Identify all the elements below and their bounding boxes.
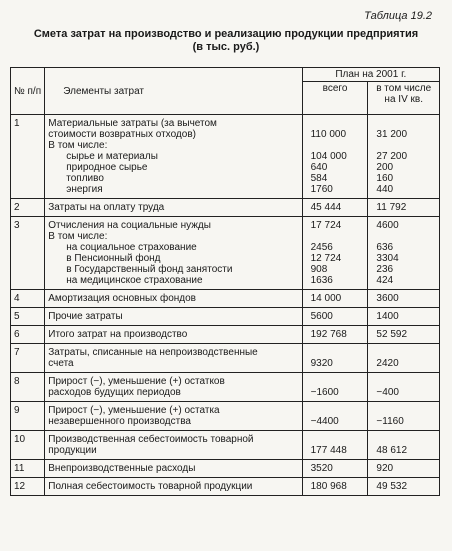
element-label: стоимости возвратных отходов) <box>48 129 196 140</box>
sub-element-label: топливо <box>66 173 104 184</box>
q4-value <box>376 347 436 358</box>
q4-value <box>376 118 436 129</box>
plan-q4 <box>368 460 440 478</box>
plan-q4 <box>368 402 440 431</box>
element-label: Полная себестоимость товарной продукции <box>48 481 253 492</box>
q4-value: 49 532 <box>376 481 408 492</box>
total-value: 177 448 <box>310 445 347 456</box>
total-value: 1760 <box>310 184 333 195</box>
element-label: Прирост (−), уменьшение (+) остатка <box>48 405 220 416</box>
total-value <box>311 434 365 445</box>
row-number: 11 <box>11 460 45 478</box>
q4-value <box>376 140 436 151</box>
plan-q4 <box>368 344 440 373</box>
q4-value <box>376 434 436 445</box>
plan-q4 <box>368 115 440 199</box>
q4-value: 200 <box>376 162 394 173</box>
cost-element <box>45 344 302 373</box>
element-label: Производственная себестоимость товарной <box>48 434 254 445</box>
plan-total <box>302 308 368 326</box>
cost-element <box>45 326 302 344</box>
total-value <box>311 347 365 358</box>
plan-total <box>302 402 368 431</box>
q4-value <box>376 376 436 387</box>
total-value: 104 000 <box>310 151 347 162</box>
cost-element <box>45 402 302 431</box>
q4-value: 11 792 <box>376 202 407 213</box>
row-number: 7 <box>11 344 45 373</box>
total-value: 3520 <box>310 463 333 474</box>
total-value: 5600 <box>310 311 333 322</box>
row-number: 8 <box>11 373 45 402</box>
total-value: −1600 <box>310 387 339 398</box>
total-value: 640 <box>310 162 328 173</box>
total-value <box>311 118 365 129</box>
total-value <box>311 140 365 151</box>
sub-element-label: природное сырье <box>66 162 148 173</box>
sub-element-label: сырье и материалы <box>66 151 158 162</box>
table-row <box>11 308 440 326</box>
plan-q4 <box>368 373 440 402</box>
cost-element <box>45 478 302 496</box>
cost-element <box>45 199 302 217</box>
cost-element <box>45 460 302 478</box>
row-number: 3 <box>11 217 45 290</box>
cost-element <box>45 217 302 290</box>
header-plan: План на 2001 г. <box>302 68 439 82</box>
q4-value: 424 <box>376 275 394 286</box>
table-row <box>11 290 440 308</box>
sub-element-label: в Пенсионный фонд <box>66 253 161 264</box>
plan-total <box>302 344 368 373</box>
table-number: Таблица 19.2 <box>364 10 432 22</box>
q4-value: 440 <box>376 184 394 195</box>
plan-total <box>302 115 368 199</box>
q4-value: 160 <box>376 173 394 184</box>
q4-value: 27 200 <box>376 151 408 162</box>
table-row <box>11 402 440 431</box>
header-total: всего <box>302 82 368 115</box>
cost-estimate-table <box>10 67 440 496</box>
row-number: 2 <box>11 199 45 217</box>
q4-value: 31 200 <box>376 129 408 140</box>
row-number: 1 <box>11 115 45 199</box>
row-number: 9 <box>11 402 45 431</box>
row-number: 12 <box>11 478 45 496</box>
element-label: Материальные затраты (за вычетом <box>48 118 217 129</box>
q4-value: 4600 <box>376 220 399 231</box>
cost-element <box>45 431 302 460</box>
total-value: 9320 <box>310 358 333 369</box>
table-row <box>11 373 440 402</box>
total-value: 192 768 <box>310 329 347 340</box>
q4-value: 2420 <box>376 358 399 369</box>
q4-value: 3600 <box>376 293 399 304</box>
title-line-1: Смета затрат на производство и реализацию продукции предприятия <box>33 28 419 40</box>
plan-total <box>302 326 368 344</box>
total-value: 1636 <box>310 275 333 286</box>
table-row <box>11 431 440 460</box>
element-label: Отчисления на социальные нужды <box>48 220 211 231</box>
total-value <box>311 231 365 242</box>
cost-element <box>45 308 302 326</box>
cost-element <box>45 290 302 308</box>
table-row <box>11 199 440 217</box>
plan-total <box>302 478 368 496</box>
element-label: В том числе: <box>48 140 108 151</box>
header-num: № п/п <box>11 68 45 115</box>
plan-total <box>302 217 368 290</box>
element-label: продукции <box>48 445 97 456</box>
row-number: 6 <box>11 326 45 344</box>
element-label: Прочие затраты <box>48 311 123 322</box>
row-number: 4 <box>11 290 45 308</box>
element-label: расходов будущих периодов <box>48 387 181 398</box>
row-number: 5 <box>11 308 45 326</box>
total-value <box>311 405 365 416</box>
element-label: Затраты на оплату труда <box>48 202 165 213</box>
table-row <box>11 217 440 290</box>
plan-total <box>302 290 368 308</box>
sub-element-label: на социальное страхование <box>66 242 197 253</box>
total-value: 45 444 <box>310 202 342 213</box>
cost-element <box>45 373 302 402</box>
element-label: Внепроизводственные расходы <box>48 463 196 474</box>
q4-value: 48 612 <box>376 445 408 456</box>
plan-total <box>302 199 368 217</box>
element-label: Прирост (−), уменьшение (+) остатков <box>48 376 225 387</box>
total-value: 14 000 <box>310 293 342 304</box>
plan-q4 <box>368 290 440 308</box>
element-label: В том числе: <box>48 231 108 242</box>
q4-value: 920 <box>376 463 394 474</box>
title-line-2: (в тыс. руб.) <box>192 41 260 53</box>
plan-q4 <box>368 431 440 460</box>
table-row <box>11 115 440 199</box>
plan-q4 <box>368 308 440 326</box>
q4-value: 236 <box>376 264 394 275</box>
header-elements: Элементы затрат <box>45 68 302 115</box>
plan-q4 <box>368 326 440 344</box>
header-q4: в том числе на IV кв. <box>368 82 440 115</box>
q4-value <box>376 405 436 416</box>
total-value: 180 968 <box>310 481 347 492</box>
total-value: −4400 <box>310 416 339 427</box>
plan-q4 <box>368 217 440 290</box>
total-value: 12 724 <box>310 253 342 264</box>
element-label: счета <box>48 358 74 369</box>
table-row <box>11 344 440 373</box>
cost-element <box>45 115 302 199</box>
total-value: 110 000 <box>310 129 347 140</box>
q4-value: 636 <box>376 242 394 253</box>
plan-total <box>302 373 368 402</box>
q4-value <box>376 231 436 242</box>
q4-value: 3304 <box>376 253 399 264</box>
element-label: Затраты, списанные на непроизводственные <box>48 347 258 358</box>
table-body <box>11 115 440 496</box>
total-value: 908 <box>310 264 328 275</box>
q4-value: 1400 <box>376 311 399 322</box>
element-label: незавершенного производства <box>48 416 191 427</box>
q4-value: −400 <box>376 387 399 398</box>
sub-element-label: на медицинское страхование <box>66 275 203 286</box>
q4-value: 52 592 <box>376 329 408 340</box>
element-label: Итого затрат на производство <box>48 329 188 340</box>
plan-total <box>302 431 368 460</box>
element-label: Амортизация основных фондов <box>48 293 196 304</box>
plan-q4 <box>368 199 440 217</box>
total-value: 2456 <box>310 242 333 253</box>
table-row <box>11 460 440 478</box>
document-title <box>8 28 444 54</box>
row-number: 10 <box>11 431 45 460</box>
sub-element-label: в Государственный фонд занятости <box>66 264 233 275</box>
q4-value: −1160 <box>376 416 404 427</box>
sub-element-label: энергия <box>66 184 103 195</box>
table-row <box>11 326 440 344</box>
total-value: 584 <box>310 173 328 184</box>
total-value <box>311 376 365 387</box>
plan-q4 <box>368 478 440 496</box>
total-value: 17 724 <box>310 220 342 231</box>
table-row <box>11 478 440 496</box>
plan-total <box>302 460 368 478</box>
